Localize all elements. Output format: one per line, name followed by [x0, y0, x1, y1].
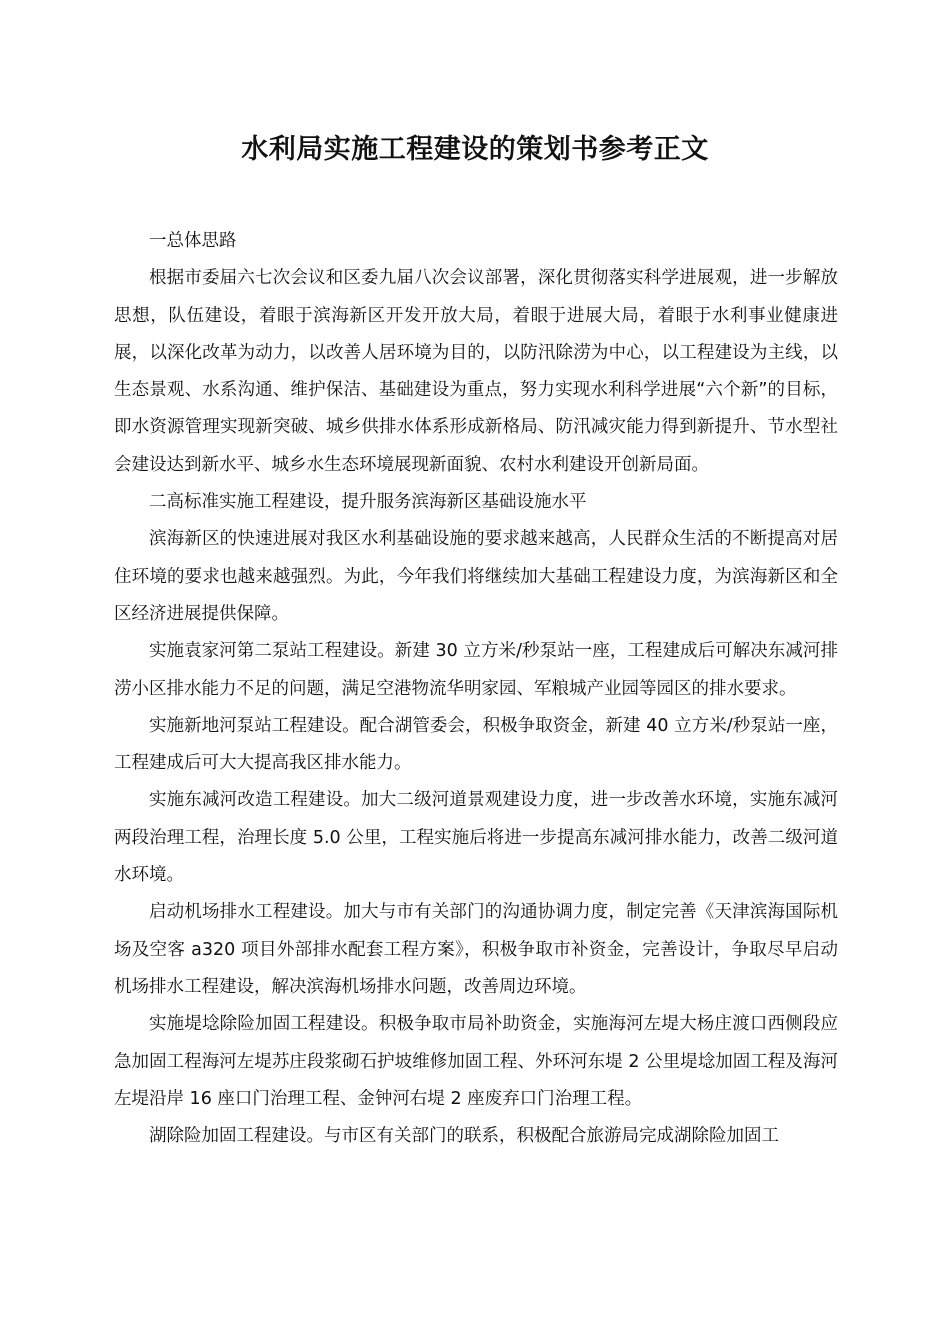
document-body [114, 223, 838, 1155]
document-title: 水利局实施工程建设的策划书参考正文 [241, 134, 709, 165]
paragraph-overall-approach: 根据市委届六七次会议和区委九届八次会议部署，深化贯彻落实科学进展观，进一步解放思想，队伍建设，着眼于滨海新区开发开放大局，着眼于进展大局，着眼于水利事业健康进展，以深化改革为动力，以改善人居环境为目的，以防汛除涝为中心，以工程建设为主线，以生态景观、水系沟通、维护保洁、基础建设为重点，努力实现水利科学进展“六个新”的目标，即水资源管理实现新突破、城乡供排水体系形成新格局、防汛减灾能力得到新提升、节水型社会建设达到新水平、城乡水生态环境展现新面貌、农村水利建设开创新局面。 [114, 268, 838, 475]
section-heading-overall-approach: 一总体思路 [149, 231, 237, 251]
paragraph-lake-reinforcement: 湖除险加固工程建设。与市区有关部门的联系，积极配合旅游局完成湖除险加固工 [149, 1126, 779, 1147]
section-heading-engineering-construction: 二高标准实施工程建设，提升服务滨海新区基础设施水平 [149, 492, 587, 513]
paragraph-xindihe-pump-station: 实施新地河泵站工程建设。配合湖管委会，积极争取资金，新建 40 立方米/秒泵站一座，工程建成后可大大提高我区排水能力。 [114, 715, 838, 774]
paragraph-binhai-development: 滨海新区的快速进展对我区水利基础设施的要求越来越高，人民群众生活的不断提高对居住环境的要求也越来越强烈。为此，今年我们将继续加大基础工程建设力度，为滨海新区和全区经济进展提供保障。 [114, 529, 838, 624]
paragraph-dongjianhe-renovation: 实施东减河改造工程建设。加大二级河道景观建设力度，进一步改善水环境，实施东减河两段治理工程，治理长度 5.0 公里，工程实施后将进一步提高东减河排水能力，改善二级河道水环境。 [114, 790, 838, 886]
paragraph-yuanjiahe-pump-station: 实施袁家河第二泵站工程建设。新建 30 立方米/秒泵站一座，工程建成后可解决东减河排涝小区排水能力不足的问题，满足空港物流华明家园、军粮城产业园等园区的排水要求。 [114, 641, 838, 699]
paragraph-embankment-reinforcement: 实施堤埝除险加固工程建设。积极争取市局补助资金，实施海河左堤大杨庄渡口西侧段应急加固工程海河左堤苏庄段浆砌石护坡维修加固工程、外环河东堤 2 公里堤埝加固工程及海河左堤沿岸 16 座口门治理工程、金钟河右堤 2 座废弃口门治理工程。 [114, 1014, 838, 1109]
paragraph-airport-drainage: 启动机场排水工程建设。加大与市有关部门的沟通协调力度，制定完善《天津滨海国际机场及空客 a320 项目外部排水配套工程方案》，积极争取市补资金，完善设计，争取尽早启动机场排水工程建设，解决滨海机场排水问题，改善周边环境。 [114, 902, 838, 997]
